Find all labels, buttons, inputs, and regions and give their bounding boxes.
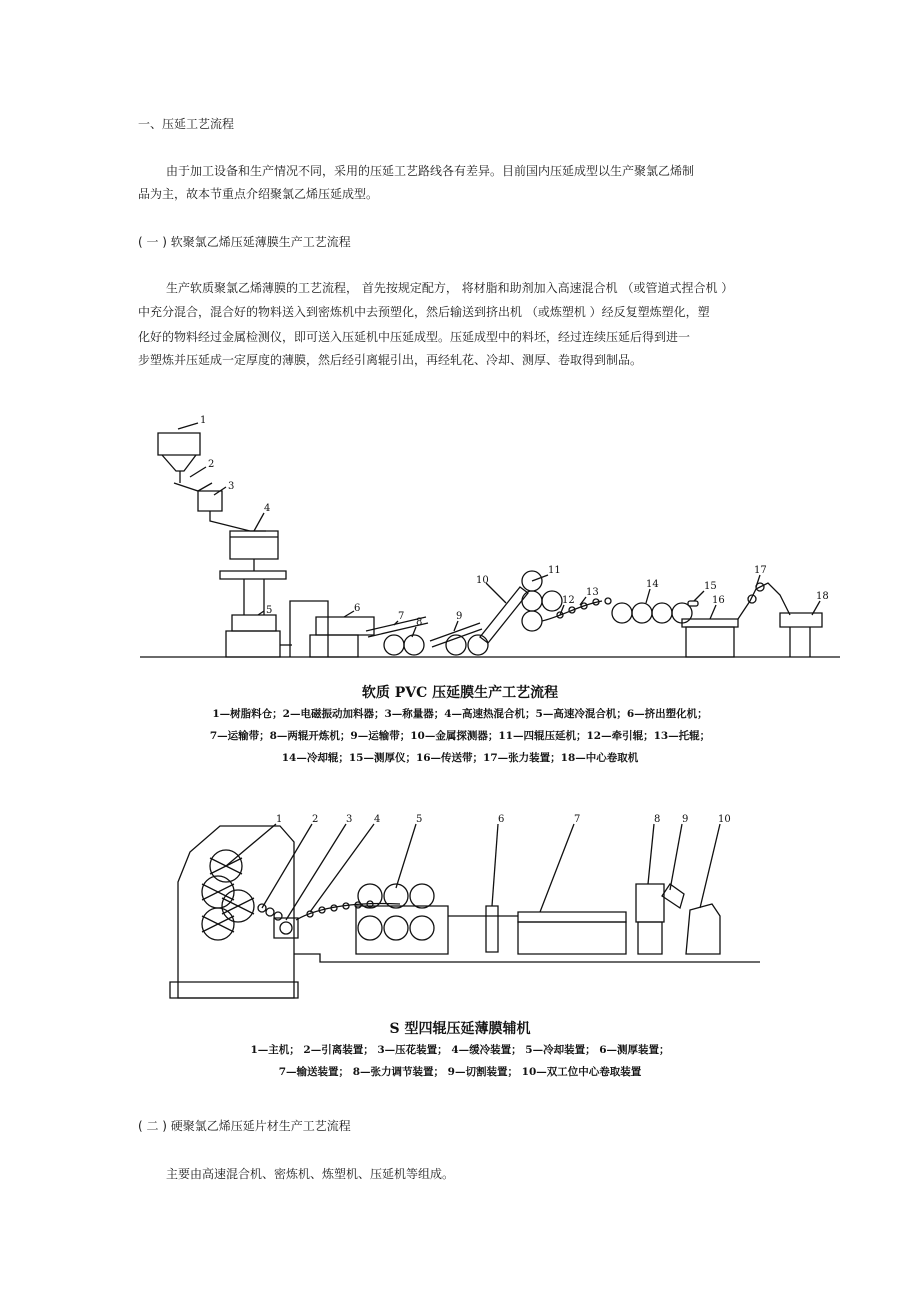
callout-label: 4	[374, 814, 381, 825]
callout-label: 9	[456, 611, 463, 622]
subsection-heading: ( 一 ) 软聚氯乙烯压延薄膜生产工艺流程	[138, 235, 351, 249]
callout-label: 3	[228, 481, 235, 492]
callout-label: 17	[754, 565, 767, 576]
callout-label: 6	[498, 814, 505, 825]
callout-label: 16	[712, 595, 725, 606]
weigher	[198, 491, 222, 511]
callout-label: 7	[398, 611, 405, 622]
callout-label: 3	[346, 814, 353, 825]
figure1-title: 软质 PVC 压延膜生产工艺流程	[361, 685, 559, 701]
metal-detector	[480, 587, 528, 643]
paragraph-line: 化好的物料经过金属检测仪，即可送入压延机中压延成型。压延成型中的料坯，经过连续压延后得到进一	[138, 330, 691, 344]
callout-label: 9	[682, 814, 689, 825]
callout-label: 2	[208, 459, 215, 470]
callout-label: 15	[704, 581, 717, 592]
intro-line: 由于加工设备和生产情况不同，采用的压延工艺路线各有差异。目前国内压延成型以生产聚氯乙烯制	[166, 164, 695, 178]
callout-label: 2	[312, 814, 319, 825]
legend-line: 14—冷却辊；15—测厚仪；16—传送带；17—张力装置；18—中心卷取机	[281, 752, 639, 764]
callout-label: 4	[264, 503, 271, 514]
paragraph-line: 主要由高速混合机、密炼机、炼塑机、压延机等组成。	[166, 1167, 455, 1181]
figure2-callouts	[276, 814, 731, 825]
callout-label: 10	[476, 575, 489, 586]
center-winder	[780, 613, 822, 627]
legend-line: 1—主机； 2—引离装置； 3—压花装置； 4—缓冷装置； 5—冷却装置； 6—测厚装置；	[250, 1044, 670, 1056]
callout-label: 8	[416, 617, 423, 628]
transfer-belt	[682, 619, 738, 627]
callout-label: 6	[354, 603, 361, 614]
cooling-roll	[632, 603, 652, 623]
callout-label: 7	[574, 814, 581, 825]
calender-roll	[522, 591, 542, 611]
legend-line: 7—输送装置； 8—张力调节装置； 9—切割装置； 10—双工位中心卷取装置	[278, 1066, 642, 1078]
pvc-calendering-flow-diagram	[140, 405, 840, 670]
plasticating-extruder	[316, 617, 374, 635]
subsection-heading: ( 二 ) 硬聚氯乙烯压延片材生产工艺流程	[138, 1119, 351, 1133]
callout-label: 12	[562, 595, 575, 606]
thickness-gauge	[688, 601, 698, 606]
thickness-gauge	[486, 906, 498, 952]
callout-label: 10	[718, 814, 731, 825]
callout-label: 8	[654, 814, 661, 825]
conveyor-unit	[518, 912, 626, 922]
intro-line: 品为主，故本节重点介绍聚氯乙烯压延成型。	[138, 187, 379, 201]
paragraph-line: 步塑炼并压延成一定厚度的薄膜，然后经引离辊引出，再经轧花、冷却、测厚、卷取得到制品。	[138, 353, 643, 367]
tension-adjuster	[636, 884, 664, 922]
calender-roll	[522, 611, 542, 631]
mill-roll	[384, 635, 404, 655]
cold-mixer	[232, 615, 276, 631]
callout-label: 13	[586, 587, 599, 598]
callout-label: 5	[266, 605, 273, 616]
feed-chute	[210, 511, 266, 531]
resin-silo	[158, 433, 200, 455]
callout-label: 18	[816, 591, 829, 602]
callout-label: 5	[416, 814, 423, 825]
legend-line: 1—树脂料仓；2—电磁振动加料器；3—称量器；4—高速热混合机；5—高速冷混合机；6—挤出塑化机；	[212, 708, 708, 720]
cooling-roll	[612, 603, 632, 623]
cutting-device	[662, 884, 684, 908]
callout-label: 14	[646, 579, 659, 590]
callout-label: 1	[200, 415, 207, 426]
figure2-title: S 型四辊压延薄膜辅机	[389, 1021, 531, 1037]
vibratory-feeder	[174, 483, 212, 491]
silo-hopper	[162, 455, 196, 471]
callout-label: 11	[548, 565, 561, 576]
dual-station-winder	[686, 904, 720, 954]
figure1-callouts	[200, 415, 829, 628]
callout-label: 1	[276, 814, 283, 825]
section-heading: 一、压延工艺流程	[138, 117, 235, 131]
floor-line	[294, 954, 760, 962]
hot-mixer	[230, 531, 278, 559]
mill-roll	[404, 635, 424, 655]
calender-roll	[542, 591, 562, 611]
paragraph-line: 生产软质聚氯乙烯薄膜的工艺流程， 首先按规定配方， 将材脂和助剂加入高速混合机 （或管道式捏合机 ）	[166, 281, 734, 295]
legend-line: 7—运输带；8—两辊开炼机；9—运输带；10—金属探测器；11—四辊压延机；12—牵引辊；13—托辊；	[209, 730, 711, 742]
s-type-calender-diagram	[160, 812, 760, 1008]
cooling-roll	[652, 603, 672, 623]
extruder-frame	[290, 601, 328, 657]
paragraph-line: 中充分混合，混合好的物料送入到密炼机中去预塑化，然后输送到挤出机 （或炼塑机 ）经反复塑炼塑化，塑	[138, 305, 710, 319]
